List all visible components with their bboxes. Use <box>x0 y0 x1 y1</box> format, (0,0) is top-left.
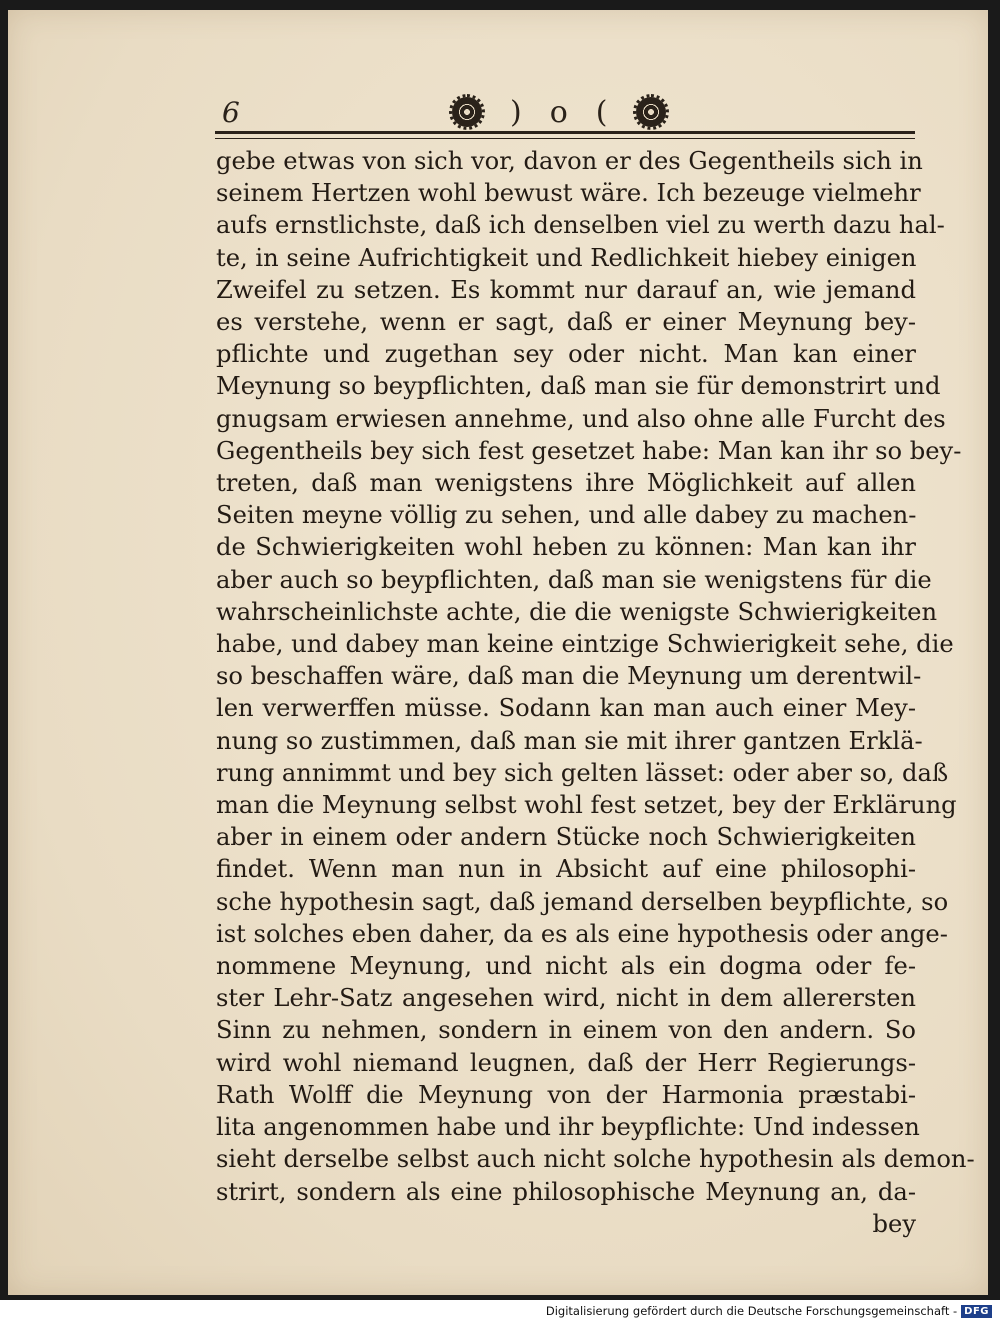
text-line: Meynung so beypflichten, daß man sie für demonstrirt und <box>216 372 941 401</box>
rosette-ornament-icon <box>452 97 482 127</box>
ornament-right-bracket: ( <box>595 94 608 130</box>
text-line: Seiten meyne völlig zu sehen, und alle dabey zu machen- <box>216 501 917 530</box>
body-text <box>216 145 975 1240</box>
text-line: ist solches eben daher, da es als eine hypothesis oder ange- <box>216 919 948 948</box>
text-line: gebe etwas von sich vor, davon er des Gegentheils sich in <box>216 147 923 175</box>
text-line: habe, und dabey man keine eintzige Schwierigkeit sehe, die <box>216 630 954 659</box>
text-line: wahrscheinlichste achte, die die wenigste Schwierigkeiten <box>216 597 938 626</box>
text-line: treten, daß man wenigstens ihre Möglichkeit auf allen <box>216 469 916 498</box>
dfg-logo-icon: DFG <box>961 1305 992 1318</box>
text-line: Sinn zu nehmen, sondern in einem von den andern. So <box>216 1016 916 1045</box>
footer-text: Digitalisierung gefördert durch die Deutsche Forschungsgemeinschaft - <box>545 1304 958 1318</box>
text-line: aufs ernstlichste, daß ich denselben viel zu werth dazu hal- <box>216 211 945 240</box>
text-line: aber in einem oder andern Stücke noch Schwierigkeiten <box>216 823 916 852</box>
text-line: len verwerffen müsse. Sodann kan man auch einer Mey- <box>216 694 916 723</box>
text-line: strirt, sondern als eine philosophische Meynung an, da- <box>216 1177 916 1206</box>
text-line: nommene Meynung, und nicht als ein dogma oder fe- <box>216 952 916 981</box>
text-line: findet. Wenn man nun in Absicht auf eine philosophi- <box>216 855 916 884</box>
text-line: nung so zustimmen, daß man sie mit ihrer gantzen Erklä- <box>216 726 923 755</box>
text-line: Rath Wolff die Meynung von der Harmonia præstabi- <box>216 1080 916 1109</box>
text-line: rung annimmt und bey sich gelten lässet: oder aber so, daß <box>216 758 949 787</box>
text-line: sieht derselbe selbst auch nicht solche hypothesin als demon- <box>216 1145 975 1174</box>
digitization-footer <box>546 1304 992 1318</box>
text-line: lita angenommen habe und ihr beypflichte: Und indessen <box>216 1113 920 1142</box>
header-rule <box>215 131 915 139</box>
text-line: wird wohl niemand leugnen, daß der Herr Regierungs- <box>216 1048 916 1077</box>
text-line: es verstehe, wenn er sagt, daß er einer Meynung bey- <box>216 308 916 337</box>
header-ornament <box>452 92 666 132</box>
text-line: pflichte und zugethan sey oder nicht. Man kan einer <box>216 340 916 369</box>
text-line: ster Lehr-Satz angesehen wird, nicht in dem allerersten <box>216 984 916 1013</box>
rosette-ornament-icon <box>636 97 666 127</box>
text-line: te, in seine Aufrichtigkeit und Redlichkeit hiebey einigen <box>216 243 917 272</box>
text-line: so beschaffen wäre, daß man die Meynung um derentwil- <box>216 662 922 691</box>
text-line: Gegentheils bey sich fest gesetzet habe: Man kan ihr so bey- <box>216 436 962 465</box>
text-line-catchword: bey <box>872 1209 916 1238</box>
text-line: sche hypothesin sagt, daß jemand derselben beypflichte, so <box>216 887 949 916</box>
text-line: man die Meynung selbst wohl fest setzet, bey der Erklärung <box>216 791 957 820</box>
text-line: seinem Hertzen wohl bewust wäre. Ich bezeuge vielmehr <box>216 179 921 208</box>
page-number: 6 <box>222 96 240 129</box>
ornament-left-bracket: ) <box>510 94 522 130</box>
text-line: gnugsam erwiesen annehme, und also ohne alle Furcht des <box>216 404 946 433</box>
text-line: Zweifel zu setzen. Es kommt nur darauf an, wie jemand <box>216 275 916 304</box>
ornament-center: o <box>549 94 568 130</box>
text-line: de Schwierigkeiten wohl heben zu können: Man kan ihr <box>216 533 916 562</box>
text-line: aber auch so beypflichten, daß man sie wenigstens für die <box>216 565 932 594</box>
